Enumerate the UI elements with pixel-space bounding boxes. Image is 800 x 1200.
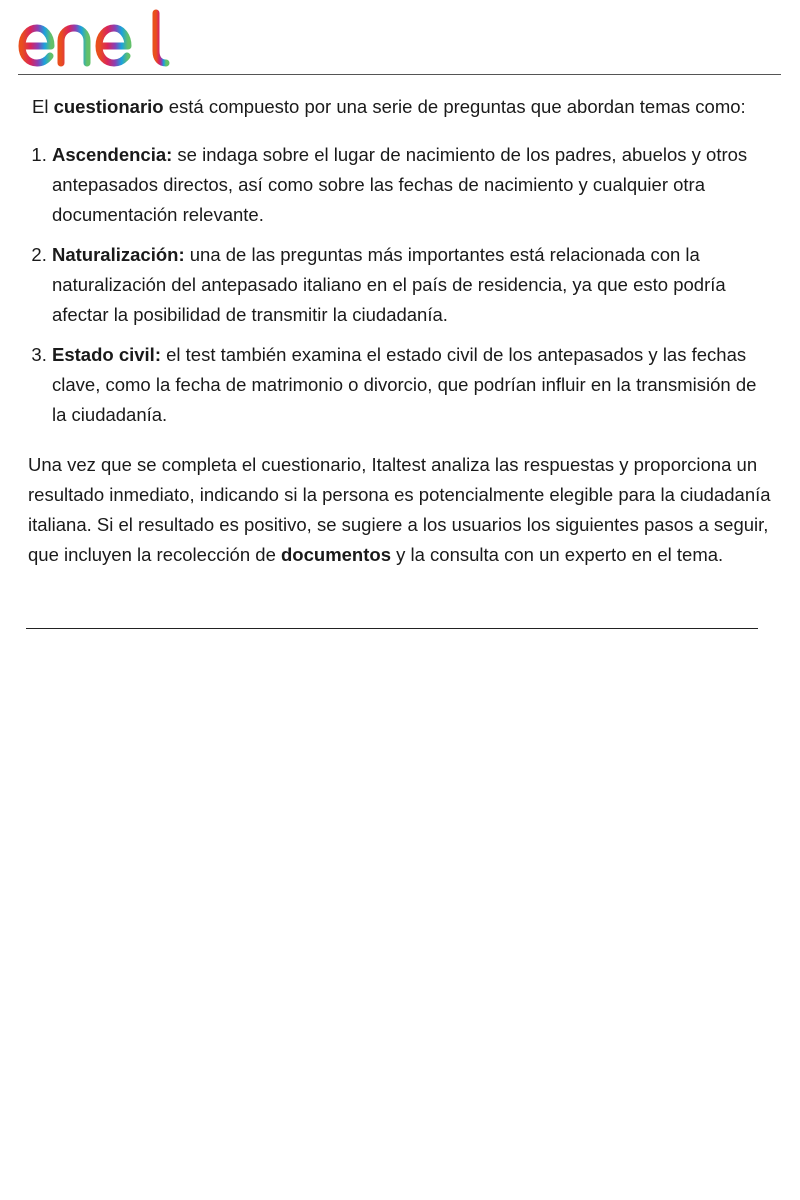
intro-prefix: El [32, 96, 54, 117]
closing-after: y la consulta con un experto en el tema. [390, 544, 724, 565]
closing-bold-term: documentos [281, 544, 391, 565]
list-item-text: el test también examina el estado civil de los antepasados y las fechas clave, como la fecha de matrimonio o divorcio, que podrían influir en la transmisión de la ciudadanía. [52, 344, 757, 425]
list-item-title: Ascendencia: [52, 144, 173, 165]
list-item-text: se indaga sobre el lugar de nacimiento de los padres, abuelos y otros antepasados directos, así como sobre las fechas de nacimiento y cualquier otra documentación relevante. [52, 144, 748, 225]
intro-paragraph [32, 92, 774, 122]
closing-before: Una vez que se completa el cuestionario, Italtest analiza las respuestas y proporciona un resultado inmediato, indicando si la persona es potencialmente elegible para la ciudadanía italiana. Si el resultado es positivo, se sugiere a los usuarios los siguientes pasos a seguir, que incluyen la recolección de [28, 454, 771, 565]
list-item [52, 240, 774, 330]
intro-suffix: está compuesto por una serie de preguntas que abordan temas como: [163, 96, 746, 117]
list-item [52, 140, 774, 230]
list-item [52, 340, 774, 430]
closing-paragraph [28, 450, 774, 570]
header-divider [18, 74, 781, 75]
topics-list [28, 140, 774, 430]
article-body [28, 92, 774, 570]
enel-logo[interactable] [16, 8, 172, 70]
list-item-title: Estado civil: [52, 344, 161, 365]
list-item-text: una de las preguntas más importantes está relacionada con la naturalización del antepasado italiano en el país de residencia, ya que esto podría afectar la posibilidad de transmitir la ciudadanía. [52, 244, 726, 325]
site-header [0, 0, 800, 76]
content-divider [26, 628, 758, 629]
list-item-title: Naturalización: [52, 244, 185, 265]
intro-bold-term: cuestionario [53, 96, 164, 117]
